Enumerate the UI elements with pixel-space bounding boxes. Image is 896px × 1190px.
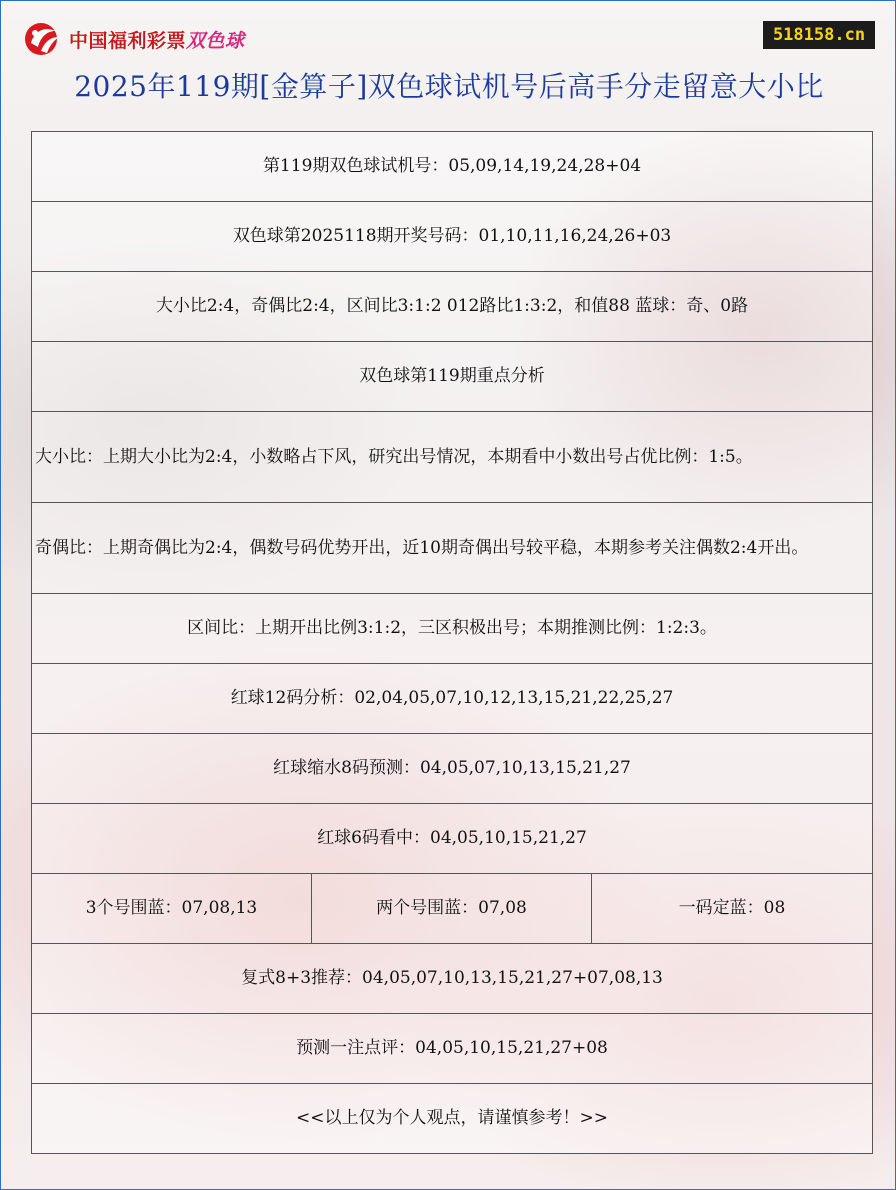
red-8-cell: 红球缩水8码预测：04,05,07,10,13,15,21,27 [32,734,873,804]
size-ratio-cell: 大小比：上期大小比为2:4，小数略占下风，研究出号情况，本期看中小数出号占优比例：1:5。 [32,412,873,503]
red-6-cell: 红球6码看中：04,05,10,15,21,27 [32,804,873,874]
logo-text: 中国福利彩票双色球 [69,29,245,52]
table-row [32,734,873,804]
table-row [32,132,873,202]
blue-1-cell: 一码定蓝：08 [592,874,873,944]
table-row [32,1014,873,1084]
table-row [32,664,873,734]
prediction-table [31,131,873,1154]
table-row [32,874,873,944]
last-draw-cell: 双色球第2025118期开奖号码：01,10,11,16,24,26+03 [32,202,873,272]
compound-cell: 复式8+3推荐：04,05,07,10,13,15,21,27+07,08,13 [32,944,873,1014]
table-row [32,202,873,272]
table-row [32,503,873,594]
odd-even-cell: 奇偶比：上期奇偶比为2:4，偶数号码优势开出，近10期奇偶出号较平稳，本期参考关注偶数2:4开出。 [32,503,873,594]
table-row [32,272,873,342]
table-row [32,804,873,874]
lottery-logo [21,21,245,57]
analysis-heading-cell: 双色球第119期重点分析 [32,342,873,412]
red-12-cell: 红球12码分析：02,04,05,07,10,12,13,15,21,22,25,27 [32,664,873,734]
site-domain-badge[interactable]: 518158.cn [763,21,875,49]
blue-3-cell: 3个号围蓝：07,08,13 [32,874,312,944]
table-row [32,594,873,664]
disclaimer-cell: <<以上仅为个人观点，请谨慎参考！>> [32,1084,873,1154]
single-ticket-cell: 预测一注点评：04,05,10,15,21,27+08 [32,1014,873,1084]
blue-2-cell: 两个号围蓝：07,08 [312,874,592,944]
ratios-cell: 大小比2:4，奇偶比2:4，区间比3:1:2 012路比1:3:2，和值88 蓝球：奇、0路 [32,272,873,342]
table-row [32,1084,873,1154]
table-row [32,342,873,412]
table-row [32,944,873,1014]
test-numbers-cell: 第119期双色球试机号：05,09,14,19,24,28+04 [32,132,873,202]
table-row [32,412,873,503]
welfare-lottery-logo-icon [21,21,65,57]
zone-ratio-cell: 区间比：上期开出比例3:1:2，三区积极出号；本期推测比例：1:2:3。 [32,594,873,664]
page-title: 2025年119期[金算子]双色球试机号后高手分走留意大小比 [74,70,824,103]
